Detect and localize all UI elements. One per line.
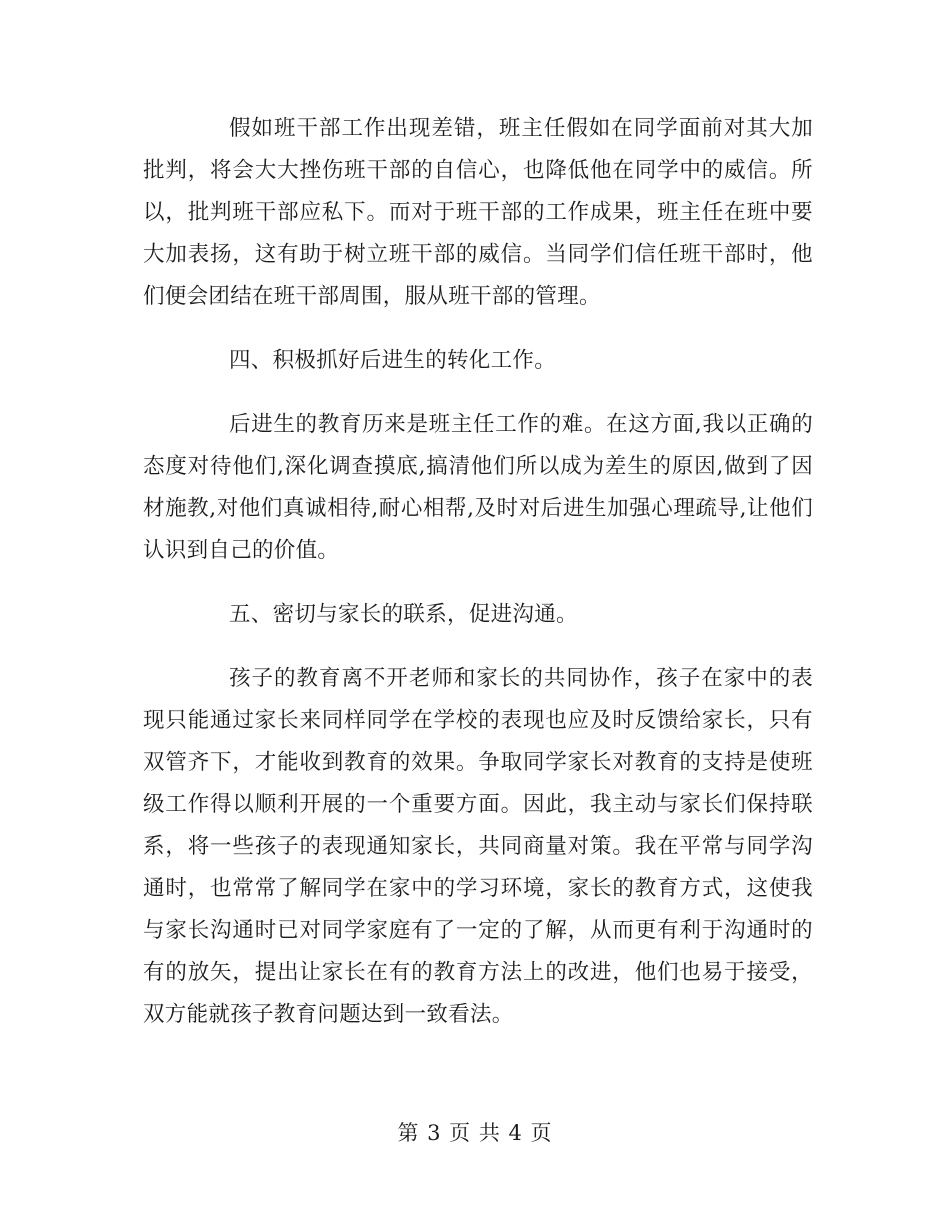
page-number-label: 第 3 页 共 4 页 — [397, 1121, 553, 1145]
paragraph-underachievers: 后进生的教育历来是班主任工作的难。在这方面,我以正确的态度对待他们,深化调查摸底,搞清他们所以成为差生的原因,做到了因材施教,对他们真诚相待,耐心相帮,及时对后进生加强心理疏导,让他们认识到自己的价值。 — [143, 412, 813, 563]
page-footer — [0, 1118, 950, 1148]
paragraph-parent-communication: 孩子的教育离不开老师和家长的共同协作，孩子在家中的表现只能通过家长来同样同学在学校的表现也应及时反馈给家长，只有双管齐下，才能收到教育的效果。争取同学家长对教育的支持是使班级工作得以顺利开展的一个重要方面。因此，我主动与家长们保持联系，将一些孩子的表现通知家长，共同商量对策。我在平常与同学沟通时，也常常了解同学在家中的学习环境，家长的教育方式，这使我与家长沟通时已对同学家庭有了一定的了解，从而更有利于沟通时的有的放矢，提出让家长在有的教育方法上的改进，他们也易于接受，双方能就孩子教育问题达到一致看法。 — [143, 666, 813, 1027]
section-heading-four: 四、积极抓好后进生的转化工作。 — [229, 348, 557, 373]
document-body — [143, 108, 813, 1036]
section-heading-five: 五、密切与家长的联系，促进沟通。 — [229, 602, 578, 627]
paragraph-class-cadre-criticism: 假如班干部工作出现差错，班主任假如在同学面前对其大加批判，将会大大挫伤班干部的自信心，也降低他在同学中的威信。所以，批判班干部应私下。而对于班干部的工作成果，班主任在班中要大加表扬，这有助于树立班干部的威信。当同学们信任班干部时，他们便会团结在班干部周围，服从班干部的管理。 — [143, 116, 813, 309]
